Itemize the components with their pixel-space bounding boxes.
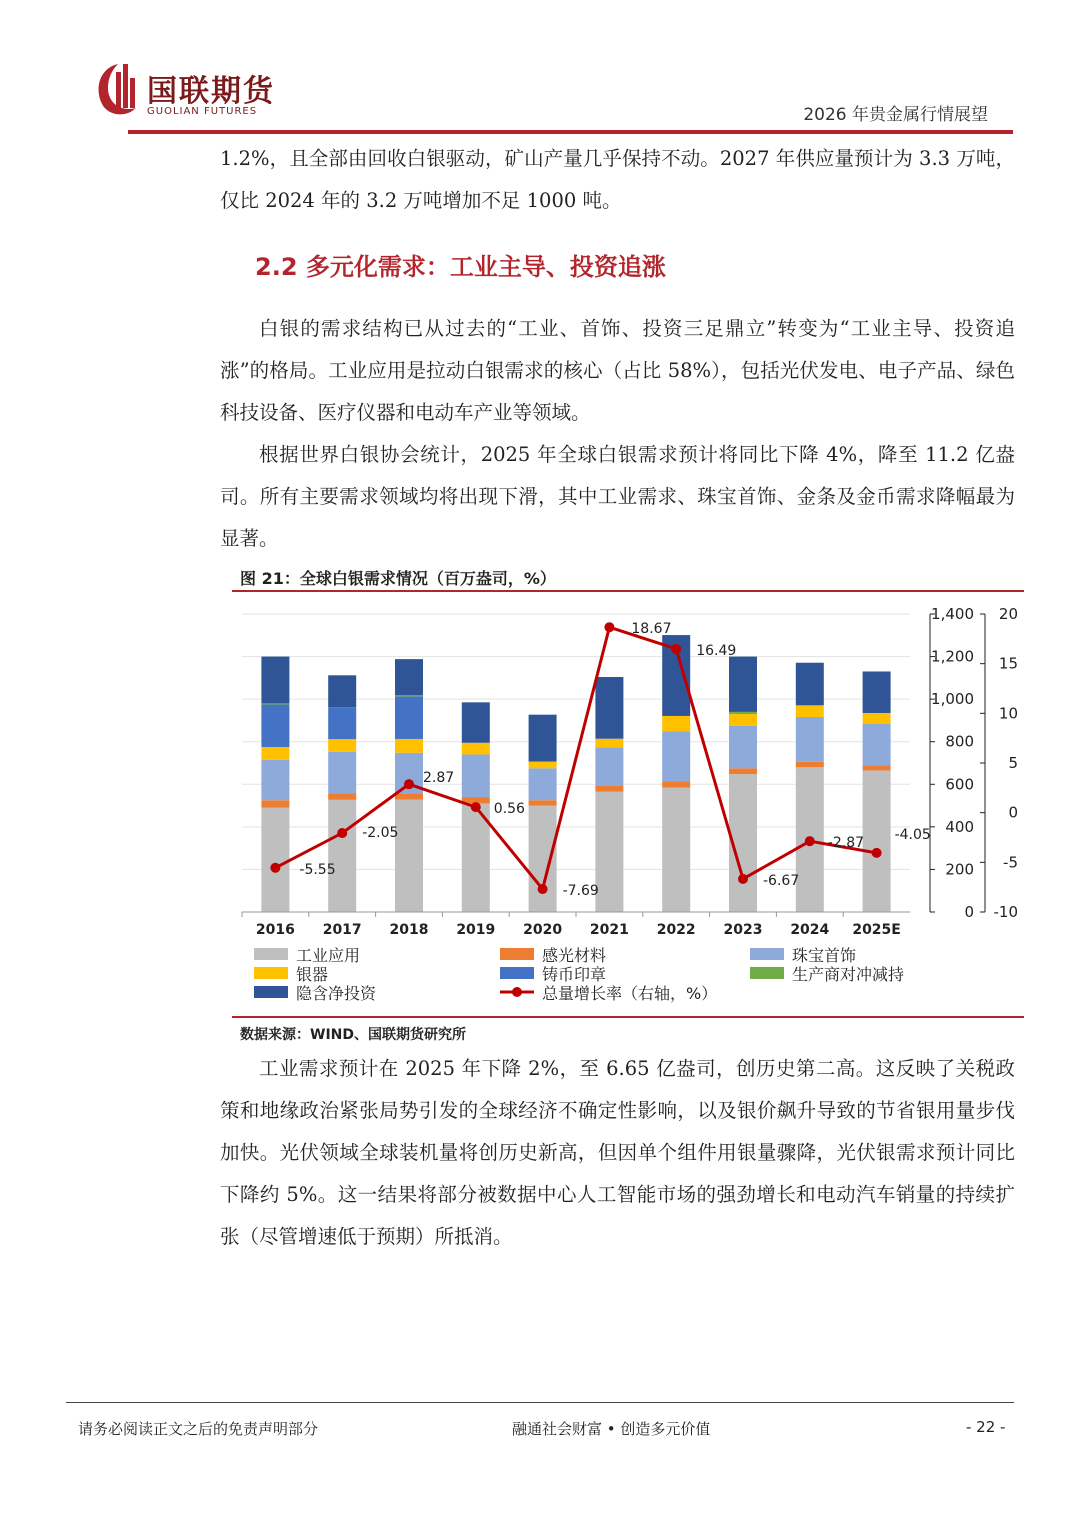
- growth-rate-label: 16.49: [696, 642, 737, 659]
- bar-segment: [729, 657, 757, 712]
- growth-rate-point: [337, 828, 347, 838]
- bar-segment: [796, 762, 824, 768]
- bar-segment: [595, 747, 623, 786]
- bar-segment: [328, 675, 356, 707]
- y-left-tick-label: 1,200: [931, 647, 974, 666]
- growth-rate-point: [270, 863, 280, 873]
- growth-rate-label: 2.87: [423, 770, 455, 787]
- bar-segment: [595, 792, 623, 912]
- y-left-tick-label: 800: [945, 732, 974, 751]
- growth-rate-point: [738, 874, 748, 884]
- bar-segment: [395, 793, 423, 799]
- bar-segment: [328, 707, 356, 739]
- legend-swatch: [500, 948, 534, 960]
- logo-text-cn: 国联期货: [147, 74, 275, 109]
- company-logo: [92, 58, 292, 128]
- growth-rate-label: -5.55: [299, 861, 336, 878]
- legend-label: 感光材料: [542, 946, 607, 965]
- bar-segment: [595, 739, 623, 748]
- y-right-tick-label: -10: [993, 903, 1018, 921]
- growth-rate-label: -4.05: [894, 826, 931, 843]
- footer-divider: [66, 1402, 1014, 1403]
- x-tick-label: 2021: [589, 922, 629, 938]
- bar-segment: [261, 657, 289, 704]
- bar-segment: [261, 747, 289, 760]
- y-right-tick-label: 10: [998, 704, 1018, 723]
- x-tick-label: 2025E: [852, 922, 901, 938]
- legend-label: 隐含净投资: [296, 984, 377, 1003]
- page-header: [0, 0, 1080, 140]
- bar-segment: [796, 705, 824, 717]
- growth-rate-label: -2.87: [827, 835, 865, 852]
- bar-segment: [863, 713, 891, 724]
- y-left-tick-label: 400: [945, 817, 974, 836]
- figure-title: 图 21：全球白银需求情况（百万盎司，%）: [240, 569, 556, 588]
- bar-segment: [796, 663, 824, 706]
- page-number: - 22 -: [966, 1418, 1006, 1436]
- bar-segment: [595, 786, 623, 792]
- x-tick-label: 2017: [322, 922, 362, 938]
- legend-label: 珠宝首饰: [792, 946, 857, 965]
- bar-segment: [662, 716, 690, 732]
- paragraph-industrial-demand: 工业需求预计在 2025 年下降 2%，至 6.65 亿盎司，创历史第二高。这反映了关税政策和地缘政治紧张局势引发的全球经济不确定性影响，以及银价飙升导致的节省银用量步伐加快。光伏领域全球装机量将创历史新高，但因单个组件用银量骤降，光伏银需求预计同比下降约 5%。这一结果将部分被数据中心人工智能市场的强劲增长和电动汽车销量的持续扩张（尽管增速低于预期）所抵消。: [220, 1057, 1015, 1248]
- y-left-tick-label: 1,000: [931, 690, 974, 709]
- y-left-tick-label: 1,400: [931, 605, 974, 623]
- growth-rate-point: [538, 884, 548, 894]
- legend-label: 铸币印章: [542, 965, 607, 984]
- bar-segment: [462, 754, 490, 797]
- bar-segment: [261, 703, 289, 704]
- bar-segment: [529, 762, 557, 769]
- section-heading: 2.2 多元化需求：工业主导、投资追涨: [255, 253, 666, 281]
- y-right-tick-label: 20: [998, 605, 1018, 623]
- y-left-tick-label: 0: [964, 903, 974, 921]
- bar-segment: [863, 765, 891, 770]
- growth-rate-point: [805, 836, 815, 846]
- growth-rate-label: -6.67: [763, 872, 800, 889]
- y-left-tick-label: 600: [945, 775, 974, 794]
- growth-rate-point: [404, 779, 414, 789]
- paragraph-demand-structure: 白银的需求结构已从过去的“工业、首饰、投资三足鼎立”转变为“工业主导、投资追涨”的格局。工业应用是拉动白银需求的核心（占比 58%），包括光伏发电、电子产品、绿色科技设备、医疗仪器和电动车产业等领域。: [220, 317, 1015, 424]
- legend-label: 生产商对冲减持: [792, 965, 905, 984]
- bar-segment: [729, 714, 757, 726]
- legend-swatch: [500, 967, 534, 979]
- growth-rate-label: -7.69: [562, 883, 599, 900]
- bar-segment: [529, 715, 557, 762]
- bar-segment: [261, 800, 289, 807]
- bar-segment: [595, 677, 623, 739]
- growth-rate-point: [872, 848, 882, 858]
- y-right-tick-label: 0: [1008, 803, 1018, 822]
- bar-segment: [328, 800, 356, 912]
- legend-swatch: [750, 967, 784, 979]
- y-left-tick-label: 200: [945, 860, 974, 879]
- bar-segment: [395, 695, 423, 696]
- bar-segment: [863, 724, 891, 766]
- bar-segment: [261, 808, 289, 912]
- bar-segment: [462, 702, 490, 742]
- growth-rate-point: [471, 802, 481, 812]
- y-right-tick-label: 15: [998, 654, 1018, 673]
- x-tick-label: 2018: [389, 922, 429, 938]
- bar-segment: [863, 671, 891, 713]
- bar-segment: [261, 704, 289, 747]
- bar-segment: [529, 768, 557, 800]
- growth-rate-label: 18.67: [631, 621, 672, 638]
- bar-segment: [395, 659, 423, 695]
- bar-segment: [662, 731, 690, 781]
- bar-segment: [328, 793, 356, 799]
- bar-segment: [395, 739, 423, 753]
- bar-segment: [729, 726, 757, 769]
- logo-mark-icon: [92, 58, 144, 120]
- paragraph-supply: 1.2%，且全部由回收白银驱动，矿山产量几乎保持不动。2027 年供应量预计为 3.3 万吨，仅比 2024 年的 3.2 万吨增加不足 1000 吨。: [220, 147, 1015, 212]
- paragraph-demand-forecast: 根据世界白银协会统计，2025 年全球白银需求预计将同比下降 4%，降至 11.2 亿盎司。所有主要需求领域均将出现下滑，其中工业需求、珠宝首饰、金条及金币需求降幅最为显著。: [220, 443, 1015, 550]
- x-tick-label: 2019: [456, 922, 496, 938]
- x-tick-label: 2020: [523, 922, 563, 938]
- growth-rate-label: -2.05: [362, 825, 399, 842]
- legend-swatch: [750, 948, 784, 960]
- bar-segment: [863, 770, 891, 912]
- legend-swatch: [254, 986, 288, 998]
- bar-segment: [328, 739, 356, 752]
- figure-source: 数据来源：WIND、国联期货研究所: [240, 1027, 466, 1043]
- bar-segment: [395, 800, 423, 912]
- x-tick-label: 2024: [790, 922, 830, 938]
- legend-marker: [512, 987, 522, 997]
- figure-bottom-rule: [232, 1016, 1024, 1018]
- y-right-tick-label: -5: [1003, 853, 1018, 872]
- x-tick-label: 2016: [255, 922, 295, 938]
- growth-rate-label: 0.56: [493, 801, 525, 818]
- logo-text-en: GUOLIAN FUTURES: [147, 106, 258, 117]
- bar-segment: [729, 768, 757, 774]
- report-title: 2026 年贵金属行情展望: [803, 105, 988, 125]
- footer-slogan: 融通社会财富 • 创造多元价值: [512, 1420, 711, 1438]
- legend-label: 银器: [296, 965, 329, 984]
- bar-segment: [662, 782, 690, 788]
- x-tick-label: 2023: [723, 922, 763, 938]
- legend-swatch: [254, 948, 288, 960]
- growth-rate-point: [671, 644, 681, 654]
- footer-disclaimer: 请务必阅读正文之后的免责声明部分: [78, 1420, 319, 1438]
- bar-segment: [462, 743, 490, 755]
- legend-swatch: [254, 967, 288, 979]
- y-right-tick-label: 5: [1008, 754, 1018, 772]
- bar-segment: [328, 752, 356, 794]
- growth-rate-point: [604, 622, 614, 632]
- bar-segment: [796, 717, 824, 762]
- header-divider: [128, 130, 1013, 134]
- silver-demand-chart: [232, 596, 1024, 1016]
- legend-label: 工业应用: [296, 946, 361, 965]
- legend-label: 总量增长率（右轴，%）: [542, 984, 718, 1003]
- bar-segment: [729, 712, 757, 714]
- figure-top-rule: [232, 590, 1024, 592]
- bar-segment: [662, 787, 690, 912]
- bar-segment: [261, 760, 289, 800]
- growth-rate-line: [275, 627, 876, 889]
- bar-segment: [395, 696, 423, 739]
- bar-segment: [529, 800, 557, 805]
- bar-segment: [529, 806, 557, 912]
- x-tick-label: 2022: [656, 922, 696, 938]
